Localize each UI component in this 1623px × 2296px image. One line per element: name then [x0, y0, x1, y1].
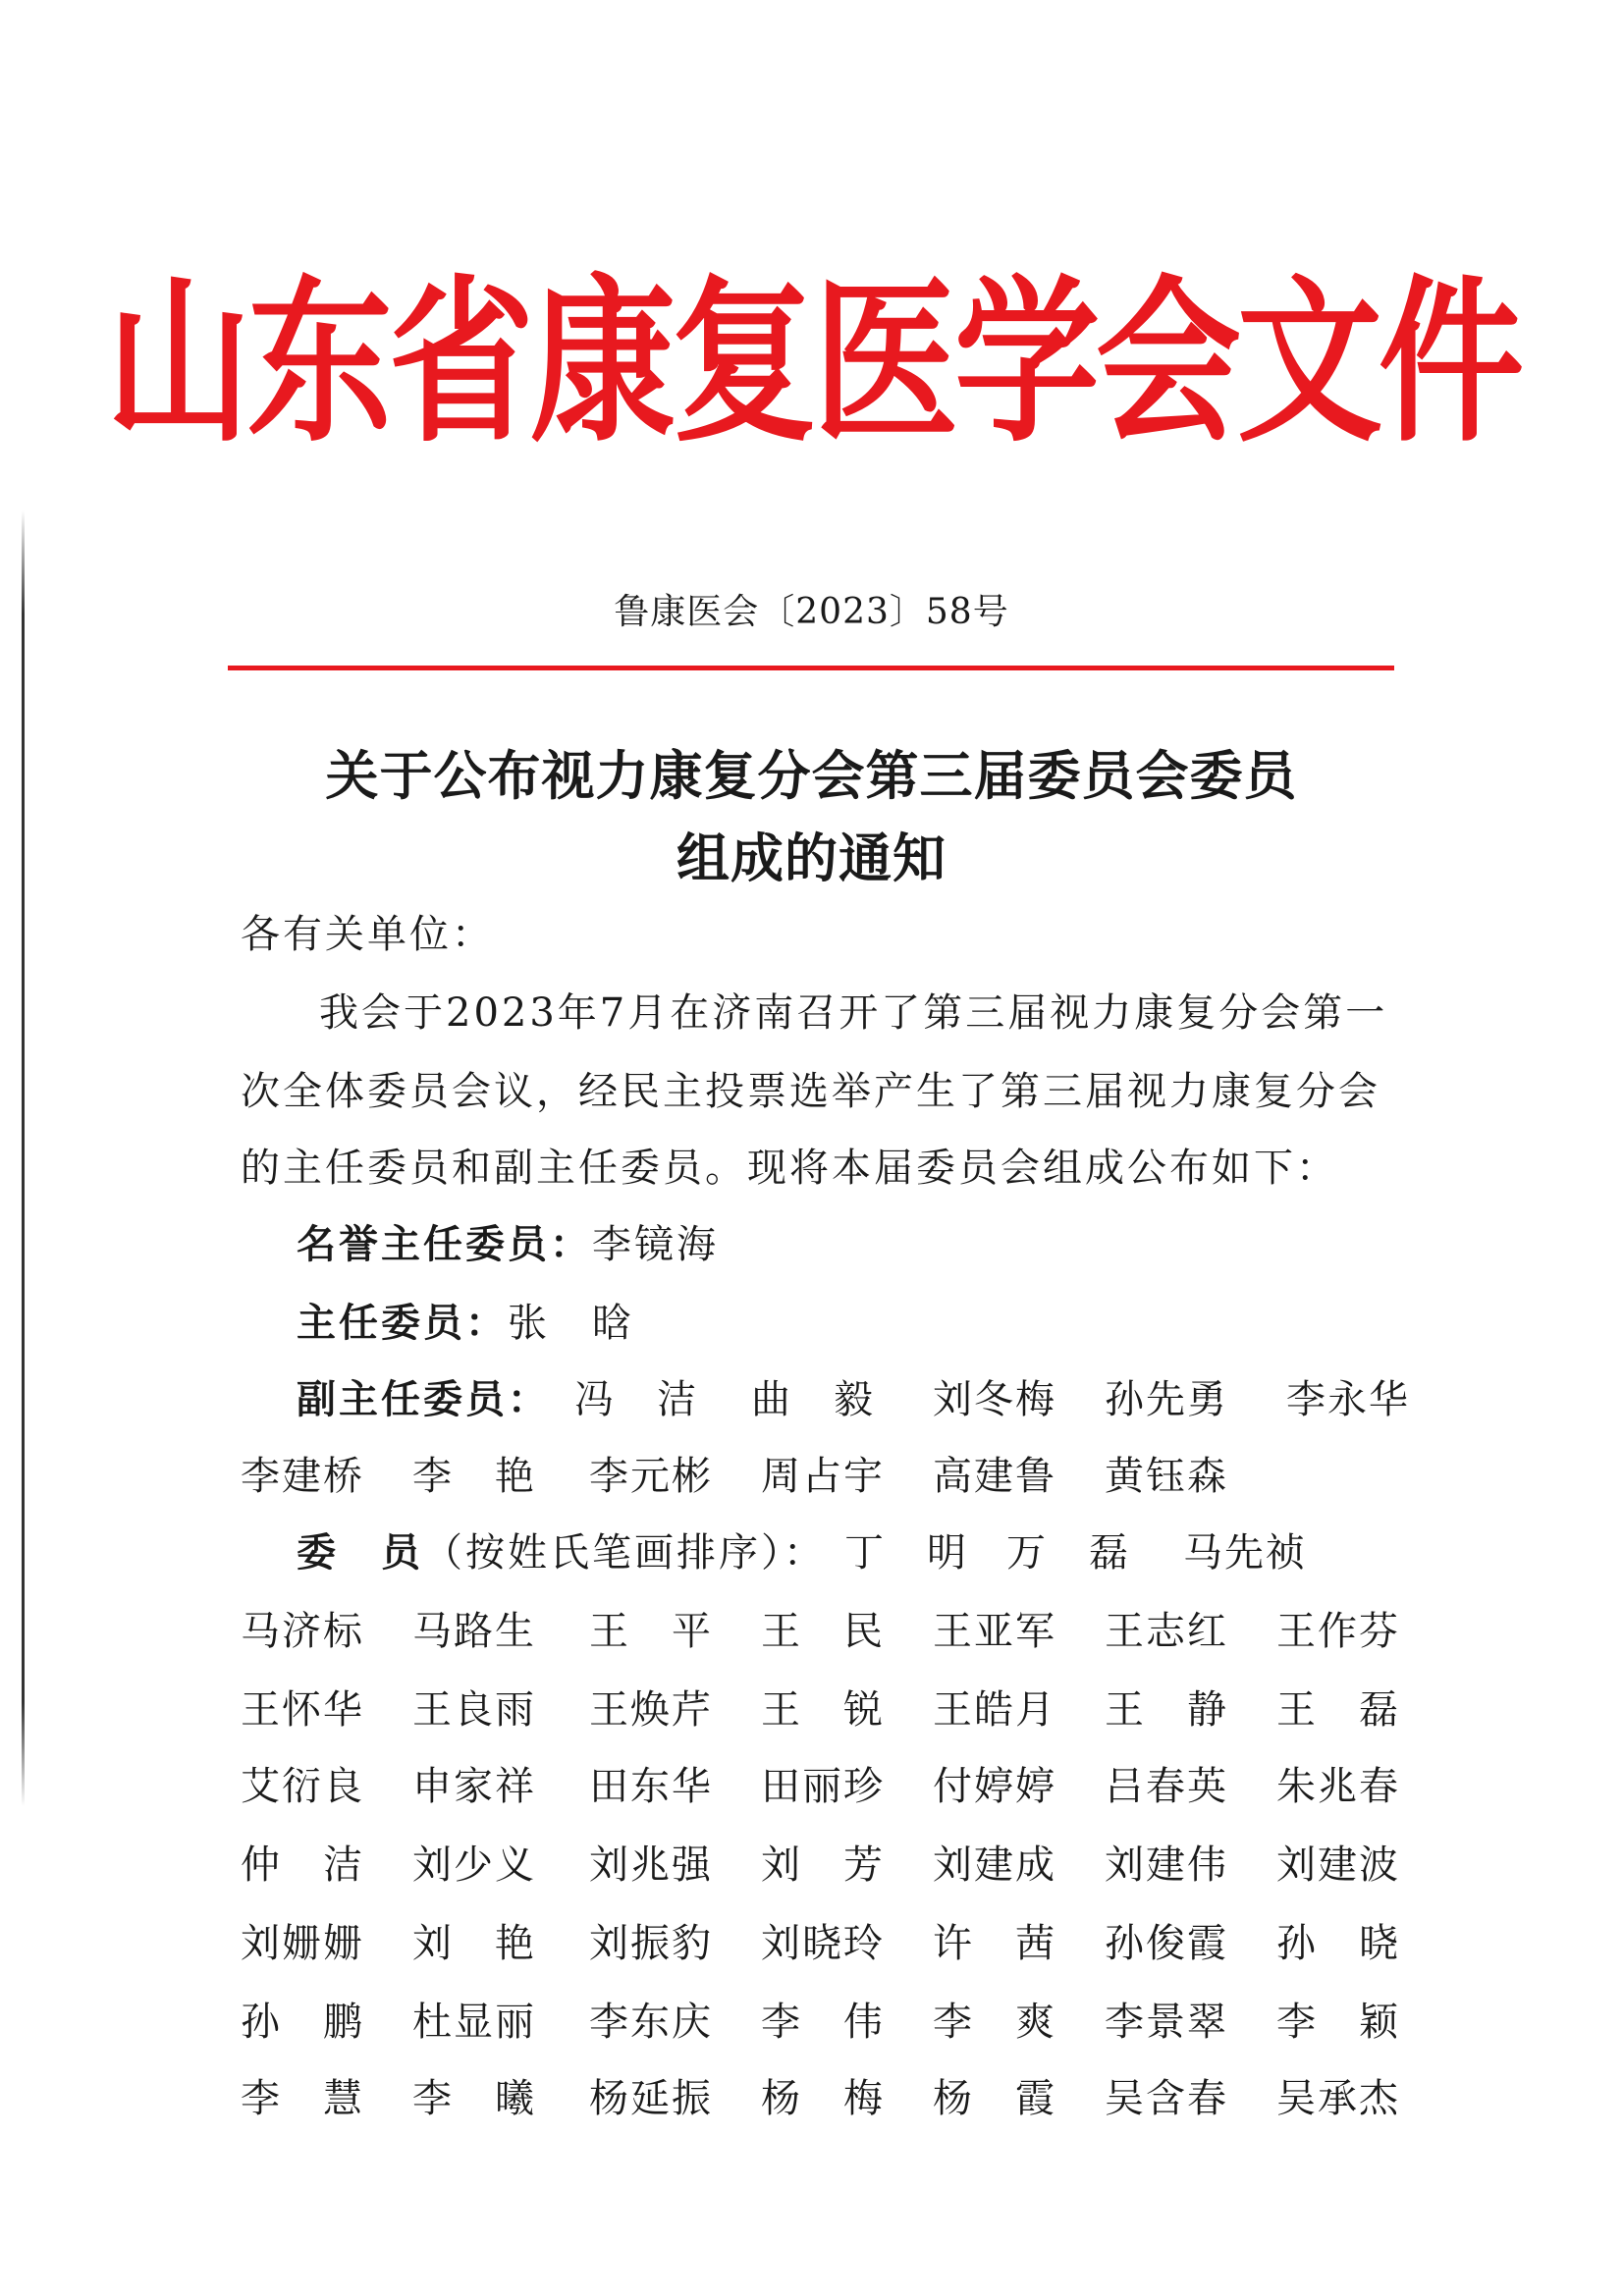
member-name-char: 刘	[1105, 1842, 1144, 1888]
vice-chair-name	[751, 1368, 873, 1424]
member-name	[1276, 1912, 1398, 1968]
vice-chair-name-char: 孙	[1105, 1377, 1144, 1422]
vice-chair-name-char: 李	[1286, 1377, 1325, 1422]
vice-chair-name-char: 毅	[834, 1377, 873, 1422]
vice-chair-name-char: 李	[412, 1454, 452, 1499]
member-name-char: 磊	[1089, 1530, 1128, 1575]
vice-chair-name-char: 冯	[574, 1377, 614, 1422]
member-name-char: 李	[1105, 2000, 1144, 2045]
member-name-char: 姗	[323, 1921, 362, 1966]
member-name-char: 王	[933, 1687, 972, 1733]
member-name-char: 春	[1359, 1764, 1398, 1809]
member-name-char: 刘	[933, 1842, 972, 1888]
member-name-char: 晓	[802, 1921, 841, 1966]
member-name-char: 付	[933, 1764, 972, 1809]
member-name-char: 李	[241, 2076, 280, 2121]
member-name	[1105, 1755, 1226, 1811]
member-name-char: 建	[1146, 1842, 1185, 1888]
member-name-char: 显	[454, 2000, 493, 2045]
vice-chair-name-char: 鲁	[1015, 1454, 1055, 1499]
member-name-char: 锐	[843, 1687, 883, 1733]
member-name	[1276, 1679, 1398, 1735]
vice-chair-name	[933, 1368, 1055, 1424]
member-name	[241, 1600, 362, 1656]
vice-chair-name-char: 宇	[843, 1454, 883, 1499]
member-name-char: 静	[1187, 1687, 1226, 1733]
member-name-char: 万	[1006, 1530, 1046, 1575]
member-name-char: 振	[630, 1921, 670, 1966]
member-name	[1105, 1679, 1226, 1735]
vice-chair-name-char: 桥	[323, 1454, 362, 1499]
member-name-char: 慧	[323, 2076, 362, 2121]
member-name	[241, 1912, 362, 1968]
member-name-char: 艳	[495, 1921, 534, 1966]
member-name	[761, 1679, 883, 1735]
vice-chair-name-char: 刘	[933, 1377, 972, 1422]
member-name	[589, 1600, 711, 1656]
member-name	[412, 1912, 534, 1968]
chair-name: 张 晗	[508, 1301, 634, 1346]
member-name	[933, 2067, 1055, 2123]
member-name-char: 军	[1015, 1609, 1055, 1654]
members-label: 委 员	[297, 1529, 423, 1575]
vice-chair-name-char: 冬	[974, 1377, 1013, 1422]
member-name-char: 良	[323, 1764, 362, 1809]
member-name-char: 皓	[974, 1687, 1013, 1733]
member-name	[1105, 2067, 1226, 2123]
member-name	[844, 1522, 966, 1577]
member-name-char: 建	[974, 1842, 1013, 1888]
vice-chair-name-char: 森	[1187, 1454, 1226, 1499]
chair-line	[297, 1292, 1485, 1348]
member-name-char: 爽	[1015, 2000, 1055, 2045]
vice-chair-name-char: 高	[933, 1454, 972, 1499]
member-name-char: 强	[672, 1842, 711, 1888]
member-name-char: 东	[630, 1764, 670, 1809]
member-name-char: 艾	[241, 1764, 280, 1809]
member-name	[589, 1755, 711, 1811]
member-name	[1006, 1522, 1128, 1577]
member-name-char: 王	[412, 1687, 452, 1733]
member-name-char: 孙	[1105, 1921, 1144, 1966]
honorary-chair-line	[297, 1213, 1485, 1269]
scan-edge-shadow	[22, 510, 25, 1806]
vice-chair-name-char: 建	[282, 1454, 321, 1499]
member-name-char: 仲	[241, 1842, 280, 1888]
member-name-char: 鹏	[323, 2000, 362, 2045]
member-name-char: 怀	[282, 1687, 321, 1733]
member-name-char: 孙	[1276, 1921, 1316, 1966]
member-name-char: 伟	[1187, 1842, 1226, 1888]
member-name	[241, 1834, 362, 1890]
vice-chair-name-char: 曲	[751, 1377, 790, 1422]
vice-chair-name-char: 先	[1146, 1377, 1185, 1422]
vice-chair-name	[241, 1445, 362, 1501]
member-name-char: 李	[1276, 2000, 1316, 2045]
salutation: 各有关单位：	[241, 912, 494, 957]
member-name-char: 杨	[933, 2076, 972, 2121]
member-name-char: 玲	[843, 1921, 883, 1966]
member-name	[412, 1755, 534, 1811]
member-name-char: 春	[1187, 2076, 1226, 2121]
member-name	[589, 1991, 711, 2047]
member-name-char: 延	[630, 2076, 670, 2121]
member-name-char: 华	[672, 1764, 711, 1809]
vice-chair-name-char: 占	[802, 1454, 841, 1499]
member-name-char: 丁	[844, 1530, 884, 1575]
member-name-char: 吴	[1105, 2076, 1144, 2121]
member-name	[933, 1991, 1055, 2047]
member-name-char: 王	[761, 1687, 800, 1733]
member-name	[589, 1912, 711, 1968]
member-name	[241, 1991, 362, 2047]
member-name-char: 霞	[1015, 2076, 1055, 2121]
member-name	[412, 1679, 534, 1735]
vice-chair-name	[761, 1445, 883, 1501]
members-sort-note: （按姓氏笔画排序）：	[423, 1530, 826, 1575]
member-name	[412, 1600, 534, 1656]
member-name-char: 兆	[1318, 1764, 1357, 1809]
member-name	[241, 1679, 362, 1735]
member-name-char: 少	[454, 1842, 493, 1888]
member-name-char: 芳	[843, 1842, 883, 1888]
member-name-char: 华	[323, 1687, 362, 1733]
vice-chair-name-char: 梅	[1015, 1377, 1055, 1422]
body-line-1: 我会于2023年7月在济南召开了第三届视力康复分会第一	[319, 990, 1388, 1036]
vice-chair-name-char: 永	[1327, 1377, 1367, 1422]
member-name	[933, 1834, 1055, 1890]
member-name-char: 王	[1105, 1687, 1144, 1733]
member-name-char: 建	[1318, 1842, 1357, 1888]
member-name-char: 姗	[282, 1921, 321, 1966]
member-name-char: 济	[282, 1609, 321, 1654]
member-name	[412, 1834, 534, 1890]
vice-chair-name-char: 洁	[657, 1377, 696, 1422]
member-name-char: 珍	[843, 1764, 883, 1809]
member-name	[1105, 1991, 1226, 2047]
vice-chair-label: 副主任委员：	[297, 1376, 550, 1422]
member-name	[1105, 1600, 1226, 1656]
member-name-char: 伟	[843, 2000, 883, 2045]
member-name-char: 兆	[630, 1842, 670, 1888]
vice-chair-name	[1105, 1368, 1226, 1424]
member-name-char: 王	[1276, 1609, 1316, 1654]
member-name-char: 刘	[761, 1921, 800, 1966]
member-name-char: 茜	[1015, 1921, 1055, 1966]
member-name-char: 王	[1105, 1609, 1144, 1654]
member-name-char: 祥	[495, 1764, 534, 1809]
document-number: 鲁康医会〔2023〕58号	[614, 592, 1009, 632]
member-name	[1276, 2067, 1398, 2123]
member-name-char: 许	[933, 1921, 972, 1966]
member-name	[1276, 1991, 1398, 2047]
member-name	[761, 1912, 883, 1968]
member-name-char: 衍	[282, 1764, 321, 1809]
member-name-char: 刘	[412, 1842, 452, 1888]
member-name-char: 祯	[1266, 1530, 1305, 1575]
vice-chair-name-char: 彬	[672, 1454, 711, 1499]
member-name-char: 志	[1146, 1609, 1185, 1654]
vice-chair-name-char: 黄	[1105, 1454, 1144, 1499]
member-name-char: 洁	[323, 1842, 362, 1888]
member-name	[1105, 1834, 1226, 1890]
member-name-char: 吕	[1105, 1764, 1144, 1809]
member-name-char: 丽	[802, 1764, 841, 1809]
member-name	[1276, 1600, 1398, 1656]
member-name-char: 含	[1146, 2076, 1185, 2121]
member-name-char: 刘	[1276, 1842, 1316, 1888]
notice-title-line2: 组成的通知	[676, 827, 947, 889]
member-name-char: 明	[927, 1530, 966, 1575]
member-name-char: 晓	[1359, 1921, 1398, 1966]
member-name	[761, 1600, 883, 1656]
member-name-char: 王	[761, 1609, 800, 1654]
member-name-char: 杨	[589, 2076, 628, 2121]
notice-title-line1: 关于公布视力康复分会第三届委员会委员	[325, 744, 1298, 807]
chair-label: 主任委员：	[297, 1300, 508, 1346]
member-name-char: 霞	[1187, 1921, 1226, 1966]
member-name-char: 庆	[672, 2000, 711, 2045]
member-name-char: 承	[1318, 2076, 1357, 2121]
member-name-char: 成	[1015, 1842, 1055, 1888]
member-name-char: 婷	[1015, 1764, 1055, 1809]
member-name-char: 生	[495, 1609, 534, 1654]
member-name-char: 梅	[843, 2076, 883, 2121]
member-name-char: 平	[672, 1609, 711, 1654]
member-name	[761, 1834, 883, 1890]
member-name-char: 振	[672, 2076, 711, 2121]
member-name-char: 曦	[495, 2076, 534, 2121]
member-name	[761, 1991, 883, 2047]
member-name-char: 李	[761, 2000, 800, 2045]
member-name-char: 刘	[589, 1921, 628, 1966]
member-name	[412, 1991, 534, 2047]
member-name-char: 王	[589, 1609, 628, 1654]
member-name-char: 红	[1187, 1609, 1226, 1654]
member-name-char: 良	[454, 1687, 493, 1733]
member-name-char: 刘	[761, 1842, 800, 1888]
vice-chair-name	[574, 1368, 696, 1424]
vice-chair-name-char: 艳	[495, 1454, 534, 1499]
member-name-char: 马	[1183, 1530, 1222, 1575]
member-name-char: 刘	[589, 1842, 628, 1888]
vice-chair-name-char: 华	[1369, 1377, 1408, 1422]
honorary-chair-name: 李镜海	[592, 1222, 719, 1267]
member-name-char: 王	[241, 1687, 280, 1733]
member-name-char: 波	[1359, 1842, 1398, 1888]
vice-chair-name	[589, 1445, 711, 1501]
vice-chair-name-char: 李	[241, 1454, 280, 1499]
member-name-char: 田	[761, 1764, 800, 1809]
member-name	[761, 1755, 883, 1811]
member-name-char: 吴	[1276, 2076, 1316, 2121]
vice-chair-name-char: 李	[589, 1454, 628, 1499]
member-name	[589, 1679, 711, 1735]
member-name	[1276, 1834, 1398, 1890]
vice-chair-name-char: 钰	[1146, 1454, 1185, 1499]
member-name-char: 义	[495, 1842, 534, 1888]
member-name-char: 翠	[1187, 2000, 1226, 2045]
member-name-char: 李	[589, 2000, 628, 2045]
member-name-char: 焕	[630, 1687, 670, 1733]
member-name-char: 民	[843, 1609, 883, 1654]
member-name-char: 马	[412, 1609, 452, 1654]
member-name-char: 李	[933, 2000, 972, 2045]
member-name	[933, 1755, 1055, 1811]
member-name-char: 婷	[974, 1764, 1013, 1809]
member-name-char: 英	[1187, 1764, 1226, 1809]
member-name	[1105, 1912, 1226, 1968]
member-name-char: 刘	[241, 1921, 280, 1966]
member-name	[412, 2067, 534, 2123]
member-name-char: 家	[454, 1764, 493, 1809]
letterhead-title: 山东省康复医学会文件	[106, 257, 1520, 466]
member-name	[761, 2067, 883, 2123]
member-name-char: 东	[630, 2000, 670, 2045]
vice-chair-name-char: 周	[761, 1454, 800, 1499]
member-name-char: 田	[589, 1764, 628, 1809]
vice-chair-name-char: 建	[974, 1454, 1013, 1499]
member-name-char: 杜	[412, 2000, 452, 2045]
member-name-char: 磊	[1359, 1687, 1398, 1733]
member-name-char: 李	[412, 2076, 452, 2121]
member-name-char: 刘	[412, 1921, 452, 1966]
body-line-3: 的主任委员和副主任委员。现将本届委员会组成公布如下：	[241, 1146, 1338, 1191]
member-name-char: 先	[1224, 1530, 1264, 1575]
member-name	[933, 1600, 1055, 1656]
member-name-char: 马	[241, 1609, 280, 1654]
member-name-char: 俊	[1146, 1921, 1185, 1966]
member-name-char: 春	[1146, 1764, 1185, 1809]
vice-chair-name	[1286, 1368, 1408, 1424]
member-name-char: 颖	[1359, 2000, 1398, 2045]
member-name-char: 景	[1146, 2000, 1185, 2045]
vice-chair-name-char: 勇	[1187, 1377, 1226, 1422]
member-name	[589, 1834, 711, 1890]
member-name	[241, 2067, 362, 2123]
member-name-char: 芬	[1359, 1609, 1398, 1654]
member-name	[1183, 1522, 1305, 1577]
member-name-char: 月	[1015, 1687, 1055, 1733]
member-name-char: 芹	[672, 1687, 711, 1733]
member-name-char: 作	[1318, 1609, 1357, 1654]
member-name-char: 路	[454, 1609, 493, 1654]
member-name-char: 雨	[495, 1687, 534, 1733]
member-name-char: 申	[412, 1764, 452, 1809]
member-name-char: 标	[323, 1609, 362, 1654]
member-name-char: 孙	[241, 2000, 280, 2045]
member-name-char: 朱	[1276, 1764, 1316, 1809]
member-name-char: 亚	[974, 1609, 1013, 1654]
vice-chair-name	[1105, 1445, 1226, 1501]
vice-chair-name	[933, 1445, 1055, 1501]
member-name	[241, 1755, 362, 1811]
member-name-char: 杨	[761, 2076, 800, 2121]
member-name-char: 丽	[495, 2000, 534, 2045]
red-divider	[228, 666, 1394, 670]
member-name-char: 王	[933, 1609, 972, 1654]
member-name-char: 杰	[1359, 2076, 1398, 2121]
member-name-char: 王	[1276, 1687, 1316, 1733]
member-name-char: 王	[589, 1687, 628, 1733]
member-name	[933, 1912, 1055, 1968]
vice-chair-name	[412, 1445, 534, 1501]
member-name-char: 豹	[672, 1921, 711, 1966]
member-name	[589, 2067, 711, 2123]
honorary-chair-label: 名誉主任委员：	[297, 1221, 592, 1267]
body-line-2: 次全体委员会议，经民主投票选举产生了第三届视力康复分会	[241, 1069, 1380, 1114]
member-name	[1276, 1755, 1398, 1811]
vice-chair-name-char: 元	[630, 1454, 670, 1499]
member-name	[933, 1679, 1055, 1735]
